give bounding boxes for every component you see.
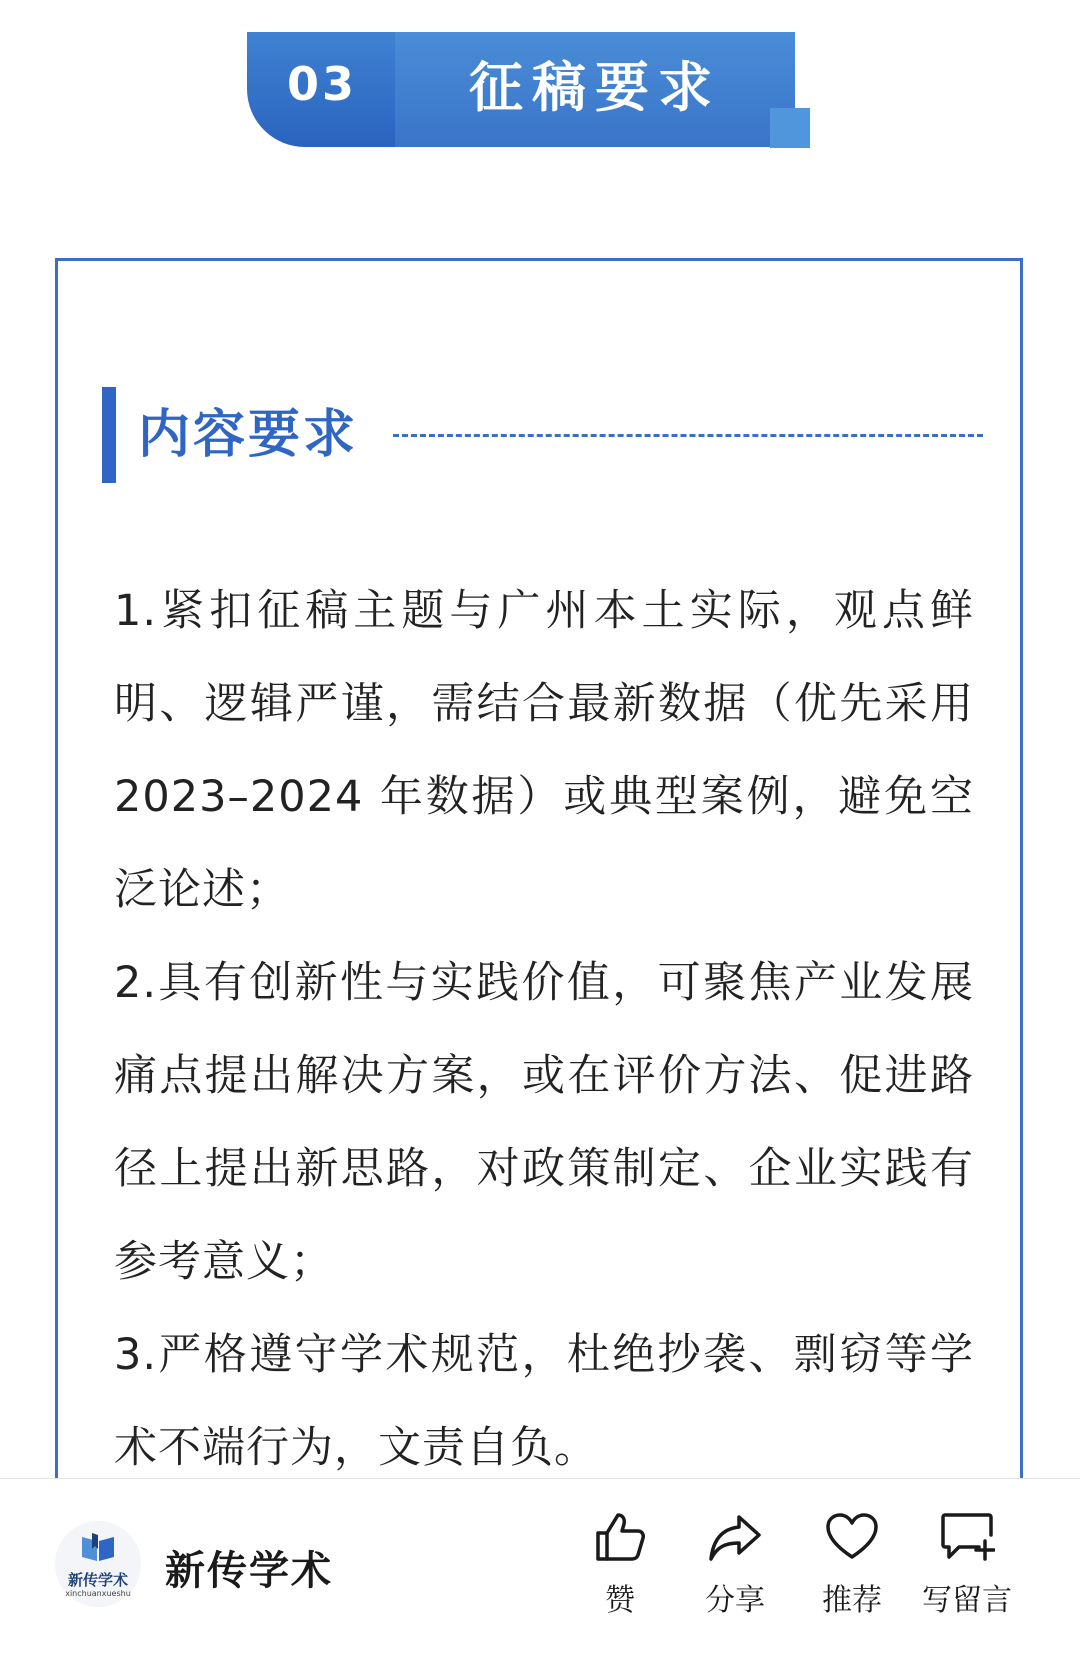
section-title: 征稿要求 xyxy=(469,56,721,119)
account-name[interactable]: 新传学术 xyxy=(165,1548,333,1594)
section-number: 03 xyxy=(286,57,357,111)
content-card xyxy=(55,258,1023,1657)
recommend-label: 推荐 xyxy=(822,1583,882,1618)
logo-text: 新传学术 xyxy=(67,1571,128,1589)
requirement-item: 3.严格遵守学术规范，杜绝抄袭、剽窃等学术不端行为，文责自负。 xyxy=(114,1330,974,1473)
write-comment-label: 写留言 xyxy=(922,1583,1012,1618)
subheading-dashed-rule xyxy=(393,434,983,437)
section-banner xyxy=(247,32,807,147)
share-label: 分享 xyxy=(705,1583,765,1618)
subheading: 内容要求 xyxy=(138,405,359,465)
requirement-item: 2.具有创新性与实践价值，可聚焦产业发展痛点提出解决方案，或在评价方法、促进路径上提出新思路，对政策制定、企业实践有参考意义； xyxy=(114,958,974,1287)
comment-add-icon xyxy=(939,1509,995,1565)
share-button[interactable] xyxy=(680,1509,790,1639)
write-comment-button[interactable] xyxy=(912,1509,1022,1639)
like-label: 赞 xyxy=(605,1583,635,1618)
bottom-action-bar xyxy=(0,1478,1080,1657)
book-logo-icon xyxy=(80,1529,116,1565)
requirement-item: 1.紧扣征稿主题与广州本土实际，观点鲜明、逻辑严谨，需结合最新数据（优先采用 2023–2024 年数据）或典型案例，避免空泛论述； xyxy=(114,586,974,915)
subheading-accent-bar xyxy=(102,387,116,483)
requirements-list xyxy=(114,565,974,1495)
share-arrow-icon xyxy=(707,1509,763,1565)
thumbs-up-icon xyxy=(592,1509,648,1565)
logo-subtext: xinchuanxueshu xyxy=(65,1589,131,1598)
account-avatar[interactable] xyxy=(55,1521,141,1607)
recommend-button[interactable] xyxy=(797,1509,907,1639)
heart-icon xyxy=(824,1509,880,1565)
like-button[interactable] xyxy=(565,1509,675,1639)
